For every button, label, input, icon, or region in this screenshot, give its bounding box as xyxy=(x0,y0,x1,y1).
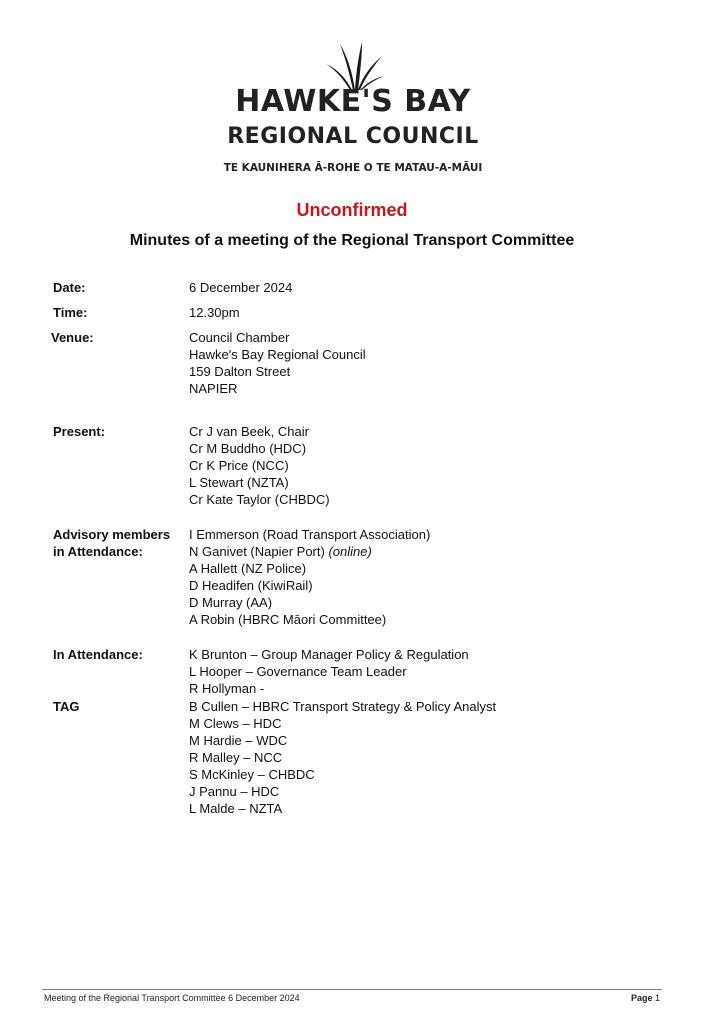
date-label: Date: xyxy=(53,280,86,295)
logo-subtitle: REGIONAL COUNCIL xyxy=(227,124,479,149)
status-label: Unconfirmed xyxy=(296,200,408,220)
tag-member: S McKinley – CHBDC xyxy=(189,767,315,782)
in-attendance-label: In Attendance: xyxy=(53,647,143,662)
in-attendance-list xyxy=(189,646,469,697)
advisory-label xyxy=(53,526,170,560)
council-logo xyxy=(220,40,486,180)
logo-maori-name: TE KAUNIHERA Ā-ROHE O TE MATAU-A-MĀUI xyxy=(223,162,483,174)
advisory-member: D Headifen (KiwiRail) xyxy=(189,578,313,593)
venue-label: Venue: xyxy=(51,330,94,345)
tag-label: TAG xyxy=(53,699,80,714)
advisory-member: A Robin (HBRC Māori Committee) xyxy=(189,612,387,627)
tag-member: B Cullen – HBRC Transport Strategy & Policy Analyst xyxy=(189,699,497,714)
advisory-member: A Hallett (NZ Police) xyxy=(189,561,307,576)
present-list xyxy=(189,423,330,508)
online-note: (online) xyxy=(328,544,372,559)
tag-member: J Pannu – HDC xyxy=(189,784,280,799)
present-member: L Stewart (NZTA) xyxy=(189,475,289,490)
venue-value xyxy=(189,329,366,397)
attendee: L Hooper – Governance Team Leader xyxy=(189,664,407,679)
advisory-label-line: Advisory members xyxy=(53,527,171,542)
advisory-member-name: N Ganivet (Napier Port) xyxy=(189,544,329,559)
advisory-member xyxy=(189,543,430,560)
time-value: 12.30pm xyxy=(189,305,240,320)
tag-member: R Malley – NCC xyxy=(189,750,283,765)
advisory-member: I Emmerson (Road Transport Association) xyxy=(189,527,431,542)
venue-line: NAPIER xyxy=(189,381,238,396)
date-value: 6 December 2024 xyxy=(189,280,293,295)
footer-divider xyxy=(42,989,662,990)
attendee: R Hollyman - xyxy=(189,681,265,696)
tag-member: M Hardie – WDC xyxy=(189,733,288,748)
venue-line: 159 Dalton Street xyxy=(189,364,291,379)
present-label: Present: xyxy=(53,424,106,439)
present-member: Cr Kate Taylor (CHBDC) xyxy=(189,492,330,507)
present-member: Cr M Buddho (HDC) xyxy=(189,441,307,456)
page-label: Page xyxy=(630,993,653,1003)
attendee: K Brunton – Group Manager Policy & Regulation xyxy=(189,647,469,662)
advisory-label-line: in Attendance: xyxy=(53,544,143,559)
tag-list xyxy=(189,698,496,817)
venue-line: Council Chamber xyxy=(189,330,290,345)
page-number xyxy=(631,993,660,1003)
tag-member: L Malde – NZTA xyxy=(189,801,283,816)
present-member: Cr J van Beek, Chair xyxy=(189,424,309,439)
footer-text: Meeting of the Regional Transport Committee 6 December 2024 xyxy=(44,993,300,1003)
tag-member: M Clews – HDC xyxy=(189,716,282,731)
logo-title: HAWKE'S BAY xyxy=(235,84,471,119)
page-title: Minutes of a meeting of the Regional Transport Committee xyxy=(129,232,575,249)
venue-line: Hawke's Bay Regional Council xyxy=(189,347,366,362)
advisory-list xyxy=(189,526,430,628)
advisory-member: D Murray (AA) xyxy=(189,595,273,610)
present-member: Cr K Price (NCC) xyxy=(189,458,289,473)
page-number-value: 1 xyxy=(654,993,660,1003)
time-label: Time: xyxy=(53,305,88,320)
